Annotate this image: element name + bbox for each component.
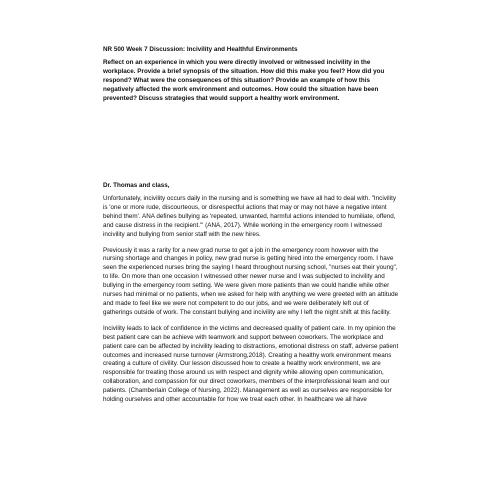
paragraph: Previously it was a rarity for a new grad nurse to get a job in the emergency room however with the nursing shortage and changes in policy, new grad nurse is getting hired into the emergency room. I have seen the experienced nurses bring the saying I heard throughout nursing school, "nurses eat their young", to life. On more than one occasion I witnessed other newer nurse and I was subjected to incivility and bullying in the emergency room setting. We were given more patients than we could handle while other nurses had minimal or no patients, when we asked for help with anything we were greeted with an attitude and made to feel like we were not competent to do our jobs, and we were deliberately left out of gatherings outside of work. The constant bullying and incivility are why I left the night shift at this facility.	[103, 246, 399, 316]
document-title: NR 500 Week 7 Discussion: Incivility and Healthful Environments	[103, 46, 298, 53]
paragraph: Unfortunately, incivility occurs daily in the nursing and is something we have all had to deal with. "Incivility is 'one or more rude, discourteous, or disrespectful actions that may or may not have a negative intent behind them'. ANA defines bullying as 'repeated, unwanted, harmful actions intended to humiliate, offend, and cause distress in the recipient.'" (ANA, 2017). While working in the emergency room I witnessed incivility and bullying from senior staff with the new hires.	[103, 195, 396, 238]
paragraph: Incivility leads to lack of confidence in the victims and decreased quality of patient care. In my opinion the best patient care can be achieve with teamwork and support between coworkers. The workplace and patient care can be affected by incivility leading to distractions, emotional distress on staff, adverse patient outcomes and increased nurse turnover (Armstrong,2018). Creating a healthy work environment means creating a culture of civility. Our lesson discussed how to create a healthy work environment, we are responsible for treating those around us with respect and dignity while allowing open communication, collaboration, and compassion for our direct coworkers, members of the interprofessional team and our patients. (Chamberlain College of Nursing, 2022). Management as well as ourselves are responsible for holding ourselves and other accountable for how we treat each other. In healthcare we all have	[103, 324, 399, 404]
discussion-prompt: Reflect on an experience in which you were directly involved or witnessed incivility in the workplace. Provide a brief synopsis of the situation. How did this make you feel? How did you respond? What were the consequences of this situation? Provide an example of how this negatively affected the work environment and outcomes. How could the situation have been prevented? Discuss strategies that would support a healthy work environment.	[103, 59, 385, 102]
salutation: Dr. Thomas and class,	[103, 182, 170, 189]
response-body	[103, 195, 399, 412]
